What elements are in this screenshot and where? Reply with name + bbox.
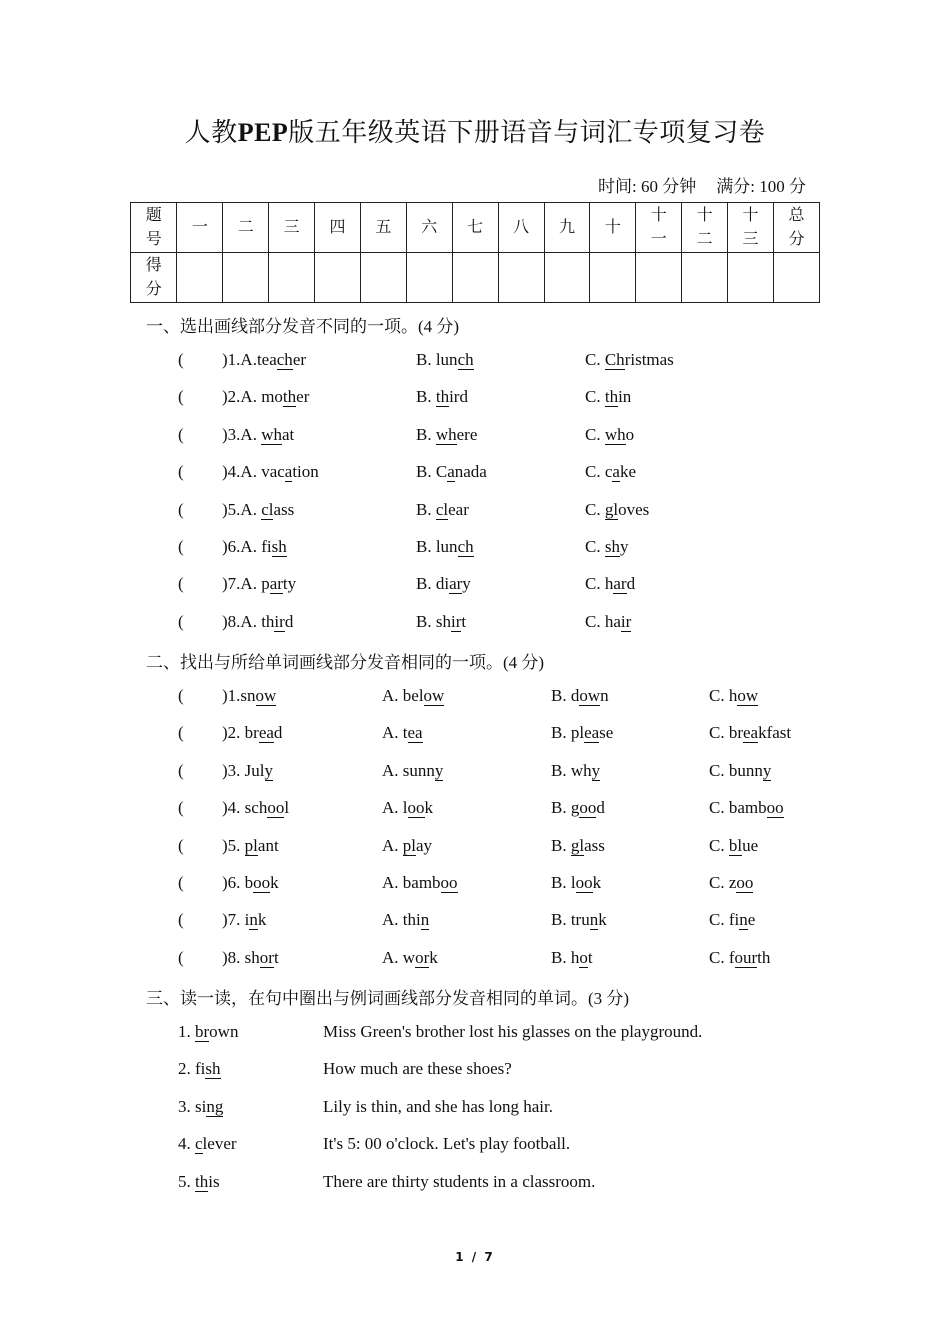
underlined-part: th bbox=[435, 387, 450, 407]
score-input-cell[interactable] bbox=[728, 253, 774, 303]
option-a: )4.A. vacation bbox=[222, 462, 319, 482]
underlined-part: ar bbox=[269, 574, 283, 594]
question-word: )5. plant bbox=[222, 835, 279, 855]
answer-blank[interactable]: ( bbox=[178, 387, 184, 407]
score-table-header-cell: 十 二 bbox=[682, 203, 728, 253]
question-word: )6. book bbox=[222, 873, 279, 892]
option-c: C. zoo bbox=[709, 873, 754, 892]
score-input-cell[interactable] bbox=[636, 253, 682, 303]
score-table-header-row bbox=[131, 203, 820, 253]
answer-blank[interactable]: ( bbox=[178, 611, 184, 631]
sentence[interactable]: Miss Green's brother lost his glasses on the playground. bbox=[323, 1022, 703, 1041]
option-c: C. breakfast bbox=[709, 723, 792, 743]
question-word: )3. July bbox=[222, 760, 273, 780]
underlined-part: br bbox=[195, 1022, 210, 1041]
underlined-part: a bbox=[447, 462, 455, 482]
answer-blank[interactable]: ( bbox=[178, 424, 184, 444]
option-c: C. fourth bbox=[709, 947, 771, 967]
underlined-part: oo bbox=[267, 798, 285, 818]
option-c: C. bamboo bbox=[709, 798, 784, 818]
option-a: A. look bbox=[382, 798, 433, 818]
score-input-cell[interactable] bbox=[773, 253, 819, 303]
score-table bbox=[130, 202, 820, 303]
underlined-part: pl bbox=[402, 835, 417, 855]
score-input-cell[interactable] bbox=[269, 253, 315, 303]
underlined-part: n bbox=[420, 910, 430, 930]
underlined-part: ch bbox=[457, 350, 474, 369]
underlined-part: c bbox=[195, 1134, 203, 1154]
answer-blank[interactable]: ( bbox=[178, 499, 184, 519]
score-input-cell[interactable] bbox=[360, 253, 406, 303]
option-c: C. shy bbox=[585, 537, 629, 556]
title-bold: PEP bbox=[237, 118, 289, 147]
question-word: )1.snow bbox=[222, 686, 277, 705]
underlined-part: y bbox=[591, 760, 601, 780]
underlined-part: n bbox=[249, 910, 258, 930]
option-c: C. bunny bbox=[709, 760, 772, 780]
option-a: A. below bbox=[382, 686, 445, 705]
option-b: B. where bbox=[416, 424, 478, 444]
score-input-cell[interactable] bbox=[498, 253, 544, 303]
option-a: A. play bbox=[382, 835, 433, 855]
option-a: A. work bbox=[382, 947, 438, 967]
option-b: B. glass bbox=[551, 835, 605, 855]
underlined-part: th bbox=[282, 387, 297, 407]
underlined-part: pl bbox=[244, 835, 258, 855]
option-b: B. trunk bbox=[551, 910, 607, 930]
option-c: C. how bbox=[709, 686, 759, 705]
option-b: B. look bbox=[551, 873, 602, 892]
sentence[interactable]: It's 5: 00 o'clock. Let's play football. bbox=[323, 1134, 571, 1154]
score-input-cell[interactable] bbox=[682, 253, 728, 303]
underlined-part: y bbox=[434, 760, 444, 780]
score-table-score-row bbox=[131, 253, 820, 303]
option-a: )8.A. third bbox=[222, 611, 294, 631]
underlined-part: gl bbox=[604, 499, 619, 519]
answer-blank[interactable]: ( bbox=[178, 462, 184, 482]
answer-blank[interactable]: ( bbox=[178, 798, 184, 818]
underlined-part: oo bbox=[440, 873, 458, 892]
score-table-header-cell: 八 bbox=[498, 203, 544, 253]
option-a: A. bamboo bbox=[382, 873, 458, 892]
underlined-part: ow bbox=[423, 686, 445, 705]
underlined-part: our bbox=[734, 947, 758, 967]
underlined-part: bl bbox=[728, 835, 743, 855]
option-b: B. shirt bbox=[416, 611, 467, 631]
score-input-cell[interactable] bbox=[452, 253, 498, 303]
question-word: )4. school bbox=[222, 798, 290, 818]
underlined-part: ow bbox=[255, 686, 277, 705]
underlined-part: o bbox=[579, 947, 588, 967]
option-c: C. blue bbox=[709, 835, 759, 855]
underlined-part: ch bbox=[457, 537, 474, 556]
underlined-part: gl bbox=[570, 835, 585, 855]
option-b: B. why bbox=[551, 760, 601, 780]
underlined-part: ar bbox=[613, 574, 627, 594]
option-c: C. hard bbox=[585, 574, 636, 594]
answer-blank[interactable]: ( bbox=[178, 537, 184, 556]
score-input-cell[interactable] bbox=[177, 253, 223, 303]
option-b: B. third bbox=[416, 387, 468, 407]
option-a: )6.A. fish bbox=[222, 537, 287, 556]
underlined-part: or bbox=[415, 947, 430, 967]
underlined-part: ar bbox=[449, 574, 463, 594]
question-word: )8. short bbox=[222, 947, 279, 967]
underlined-part: ng bbox=[206, 1096, 224, 1116]
option-c: C. Christmas bbox=[585, 350, 674, 369]
option-a: )3.A. what bbox=[222, 424, 295, 444]
option-c: C. hair bbox=[585, 611, 632, 631]
example-word: 2. fish bbox=[178, 1059, 221, 1079]
underlined-part: oo bbox=[407, 798, 425, 818]
score-table-header-cell: 十 bbox=[590, 203, 636, 253]
underlined-part: ea bbox=[743, 723, 759, 743]
option-c: C. fine bbox=[709, 910, 756, 930]
section1-heading: 一、选出画线部分发音不同的一项。(4 分) bbox=[146, 317, 460, 336]
score-table-header-cell: 题 号 bbox=[131, 203, 177, 253]
underlined-part: ea bbox=[258, 723, 274, 743]
answer-blank[interactable]: ( bbox=[178, 723, 184, 743]
page-number: 1 / 7 bbox=[455, 1250, 495, 1264]
underlined-part: wh bbox=[261, 424, 282, 444]
page-title bbox=[0, 112, 950, 149]
score-table-header-cell: 总 分 bbox=[773, 203, 819, 253]
score-table-header-cell: 三 bbox=[269, 203, 315, 253]
option-a: )1.A.teacher bbox=[222, 350, 307, 369]
answer-blank[interactable]: ( bbox=[178, 835, 184, 855]
option-a: )2.A. mother bbox=[222, 387, 310, 407]
underlined-part: oo bbox=[736, 873, 754, 892]
underlined-part: ir bbox=[274, 611, 285, 631]
score-table-header-cell: 九 bbox=[544, 203, 590, 253]
option-b: B. good bbox=[551, 798, 605, 818]
time-limit: 时间: 60 分钟 bbox=[598, 177, 697, 196]
underlined-part: ch bbox=[276, 350, 293, 369]
option-b: B. down bbox=[551, 686, 609, 705]
underlined-part: n bbox=[589, 910, 599, 930]
option-b: B. lunch bbox=[416, 537, 474, 556]
title-prefix: 人教 bbox=[184, 118, 238, 147]
full-score: 满分: 100 分 bbox=[716, 177, 806, 196]
option-c: C. who bbox=[585, 424, 635, 444]
example-word: 4. clever bbox=[178, 1134, 237, 1154]
underlined-part: cl bbox=[435, 499, 449, 519]
option-b: B. clear bbox=[416, 499, 469, 519]
option-b: B. lunch bbox=[416, 350, 474, 369]
score-input-cell[interactable] bbox=[315, 253, 361, 303]
sentence[interactable]: Lily is thin, and she has long hair. bbox=[323, 1096, 553, 1116]
option-a: )7.A. party bbox=[222, 574, 297, 594]
example-word: 1. brown bbox=[178, 1022, 239, 1041]
score-table-header-cell: 十 一 bbox=[636, 203, 682, 253]
underlined-part: th bbox=[604, 387, 619, 407]
score-table-header-cell: 六 bbox=[406, 203, 452, 253]
option-b: B. diary bbox=[416, 574, 471, 594]
underlined-part: a bbox=[612, 462, 620, 482]
answer-blank[interactable]: ( bbox=[178, 350, 184, 369]
question-word: )7. ink bbox=[222, 910, 267, 930]
underlined-part: ea bbox=[584, 723, 600, 743]
underlined-part: oo bbox=[253, 873, 271, 892]
example-word: 5. this bbox=[178, 1171, 220, 1191]
underlined-part: oo bbox=[579, 798, 597, 818]
underlined-part: n bbox=[739, 910, 748, 930]
score-row-label: 得 分 bbox=[131, 253, 177, 303]
underlined-part: oo bbox=[575, 873, 593, 892]
underlined-part: oo bbox=[766, 798, 784, 818]
option-c: C. cake bbox=[585, 462, 636, 482]
underlined-part: th bbox=[195, 1171, 209, 1191]
sentence[interactable]: How much are these shoes? bbox=[323, 1059, 512, 1079]
option-c: C. thin bbox=[585, 387, 632, 407]
option-b: B. please bbox=[551, 723, 614, 743]
score-input-cell[interactable] bbox=[406, 253, 452, 303]
sentence[interactable]: There are thirty students in a classroom. bbox=[323, 1171, 596, 1191]
answer-blank[interactable]: ( bbox=[178, 947, 184, 967]
answer-blank[interactable]: ( bbox=[178, 574, 184, 594]
question-word: )2. bread bbox=[222, 723, 283, 743]
underlined-part: ea bbox=[407, 723, 423, 743]
score-table-header-cell: 十 三 bbox=[728, 203, 774, 253]
score-table-header-cell: 四 bbox=[315, 203, 361, 253]
underlined-part: Ch bbox=[604, 350, 625, 369]
underlined-part: sh bbox=[271, 537, 287, 556]
option-a: A. tea bbox=[382, 723, 423, 743]
answer-blank[interactable]: ( bbox=[178, 873, 184, 892]
option-a: A. sunny bbox=[382, 760, 444, 780]
option-b: B. Canada bbox=[416, 462, 487, 482]
underlined-part: ir bbox=[450, 611, 462, 631]
example-word: 3. sing bbox=[178, 1096, 224, 1116]
option-a: )5.A. class bbox=[222, 499, 295, 519]
score-input-cell[interactable] bbox=[544, 253, 590, 303]
underlined-part: y bbox=[762, 760, 772, 780]
answer-blank[interactable]: ( bbox=[178, 760, 184, 780]
section3-heading: 三、读一读，在句中圈出与例词画线部分发音相同的单词。(3 分) bbox=[146, 989, 630, 1008]
title-suffix: 版五年级英语下册语音与词汇专项复习卷 bbox=[288, 118, 766, 147]
score-input-cell[interactable] bbox=[223, 253, 269, 303]
underlined-part: sh bbox=[205, 1059, 221, 1079]
underlined-part: ow bbox=[737, 686, 759, 705]
exam-info bbox=[598, 172, 806, 197]
underlined-part: or bbox=[259, 947, 274, 967]
score-table-header-cell: 五 bbox=[360, 203, 406, 253]
option-c: C. gloves bbox=[585, 499, 650, 519]
score-table-header-cell: 二 bbox=[223, 203, 269, 253]
underlined-part: sh bbox=[604, 537, 620, 556]
answer-blank[interactable]: ( bbox=[178, 686, 184, 705]
underlined-part: y bbox=[264, 760, 273, 780]
underlined-part: cl bbox=[261, 499, 274, 519]
answer-blank[interactable]: ( bbox=[178, 910, 184, 930]
score-table-header-cell: 一 bbox=[177, 203, 223, 253]
score-table-header-cell: 七 bbox=[452, 203, 498, 253]
underlined-part: wh bbox=[604, 424, 626, 444]
underlined-part: ir bbox=[620, 611, 632, 631]
underlined-part: ow bbox=[579, 686, 601, 705]
underlined-part: a bbox=[284, 462, 293, 482]
underlined-part: wh bbox=[435, 424, 457, 444]
option-a: A. thin bbox=[382, 910, 430, 930]
score-input-cell[interactable] bbox=[590, 253, 636, 303]
section2-heading: 二、找出与所给单词画线部分发音相同的一项。(4 分) bbox=[146, 653, 545, 672]
option-b: B. hot bbox=[551, 947, 593, 967]
